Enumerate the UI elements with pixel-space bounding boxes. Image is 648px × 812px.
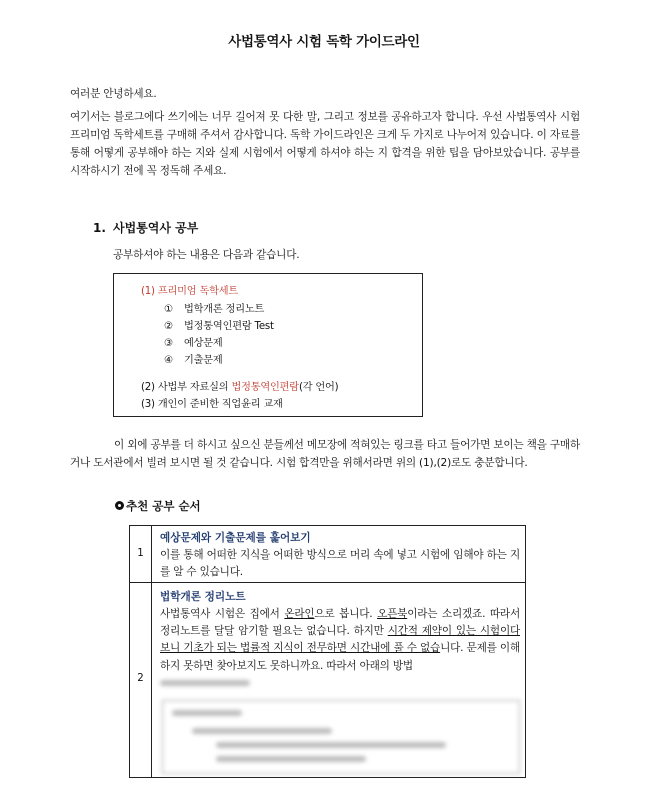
- blurred-content: [156, 676, 521, 776]
- subitem-label: 법정통역인편람 Test: [184, 321, 274, 332]
- table-row: [160, 589, 520, 675]
- intro-paragraph: 여기서는 블로그에다 쓰기에는 너무 길어져 못 다한 말, 그리고 정보를 공유하고자 합니다. 우선 사법통역사 시험 프리미엄 독학세트를 구매해 주셔서 감사합니다. 독학 가이드라인은 크게 두 가지로 나누어져 있습니다. 이 자료를 통해 어떻게 공부해야 하는 지와 실제 시험에서 어떻게 하셔야 하는 지 합격을 위한 팁을 담아보았습니다. 공부를 시작하시기 전에 꼭 정독해 주세요.: [70, 111, 580, 177]
- additional-info-paragraph: 이 외에 공부를 더 하시고 싶으신 분들께선 메모장에 적혀있는 링크를 타고 들어가면 보이는 책을 구매하거나 도서관에서 빌려 보시면 될 것 같습니다. 시험 합격만을 위해서라면 위의 (1),(2)로도 충분합니다.: [70, 439, 580, 469]
- table-row: [160, 530, 520, 581]
- subitem-label: 예상문제: [184, 338, 223, 349]
- study-item-3: (3) 개인이 준비한 직업윤리 교재: [141, 399, 283, 410]
- section-number: 1.: [93, 221, 106, 235]
- step-text-part: 사법통역사 시험은 집에서: [160, 608, 285, 620]
- study-item-2: [141, 378, 338, 393]
- step-heading: 법학개론 정리노트: [160, 591, 246, 603]
- step-text: [160, 606, 520, 675]
- section-subtitle: 공부하셔야 하는 내용은 다음과 같습니다.: [113, 249, 300, 261]
- circled-number: ④: [164, 355, 173, 366]
- item2-suffix: (각 언어): [298, 382, 339, 393]
- recommend-heading: [115, 498, 201, 514]
- table-column-divider: [151, 526, 152, 777]
- underlined-text: 시간적 제약이 있는 시험이다 보니 기초가 되는 법률적 지식이 전무하면 시간내에 풀 수 없습: [160, 625, 521, 655]
- step-text: 이를 통해 어떠한 지식을 어떠한 방식으로 머리 속에 넣고 시험에 임해야 하는 지를 알 수 있습니다.: [160, 549, 520, 579]
- step-heading: 예상문제와 기출문제를 훑어보기: [160, 532, 311, 544]
- circled-number: ①: [164, 304, 173, 315]
- underlined-text: 오픈북: [377, 608, 408, 620]
- item2-highlight: 법정통역인편람: [231, 382, 299, 393]
- step-number: 1: [137, 548, 144, 559]
- item2-prefix: (2) 사법부 자료실의: [141, 382, 232, 393]
- study-item-1: (1) 프리미엄 독학세트: [141, 286, 239, 297]
- section-heading: [93, 219, 198, 236]
- recommend-title: 추천 공부 순서: [126, 499, 201, 513]
- step-text-part: 이라는 소리겠죠. 따라서 정리노트를 달달 암기할 필요는 없습니다. 하지만: [160, 608, 520, 638]
- section-title: 사법통역사 공부: [113, 221, 199, 235]
- study-materials-box: [113, 273, 423, 417]
- study-subitem: [164, 317, 274, 332]
- table-row-divider: [130, 582, 525, 583]
- greeting-text: 여러분 안녕하세요.: [70, 88, 157, 100]
- study-order-table: [129, 525, 526, 778]
- bullet-circle-icon: [115, 501, 124, 510]
- study-subitem: [164, 334, 223, 349]
- step-text-part: 으로 봅니다.: [314, 608, 378, 620]
- underlined-text: 온라인: [284, 608, 315, 620]
- study-subitem: [164, 300, 264, 315]
- circled-number: ②: [164, 321, 173, 332]
- subitem-label: 법학개론 정리노트: [184, 304, 265, 315]
- step-number: 2: [137, 673, 144, 684]
- study-subitem: [164, 351, 223, 366]
- document-title: 사법통역사 시험 독학 가이드라인: [228, 34, 420, 50]
- step-text-part: 니다. 문제를 이해하지 못하면 찾아보지도 못하니까요. 따라서 아래의 방법: [160, 642, 520, 672]
- subitem-label: 기출문제: [184, 355, 223, 366]
- circled-number: ③: [164, 338, 173, 349]
